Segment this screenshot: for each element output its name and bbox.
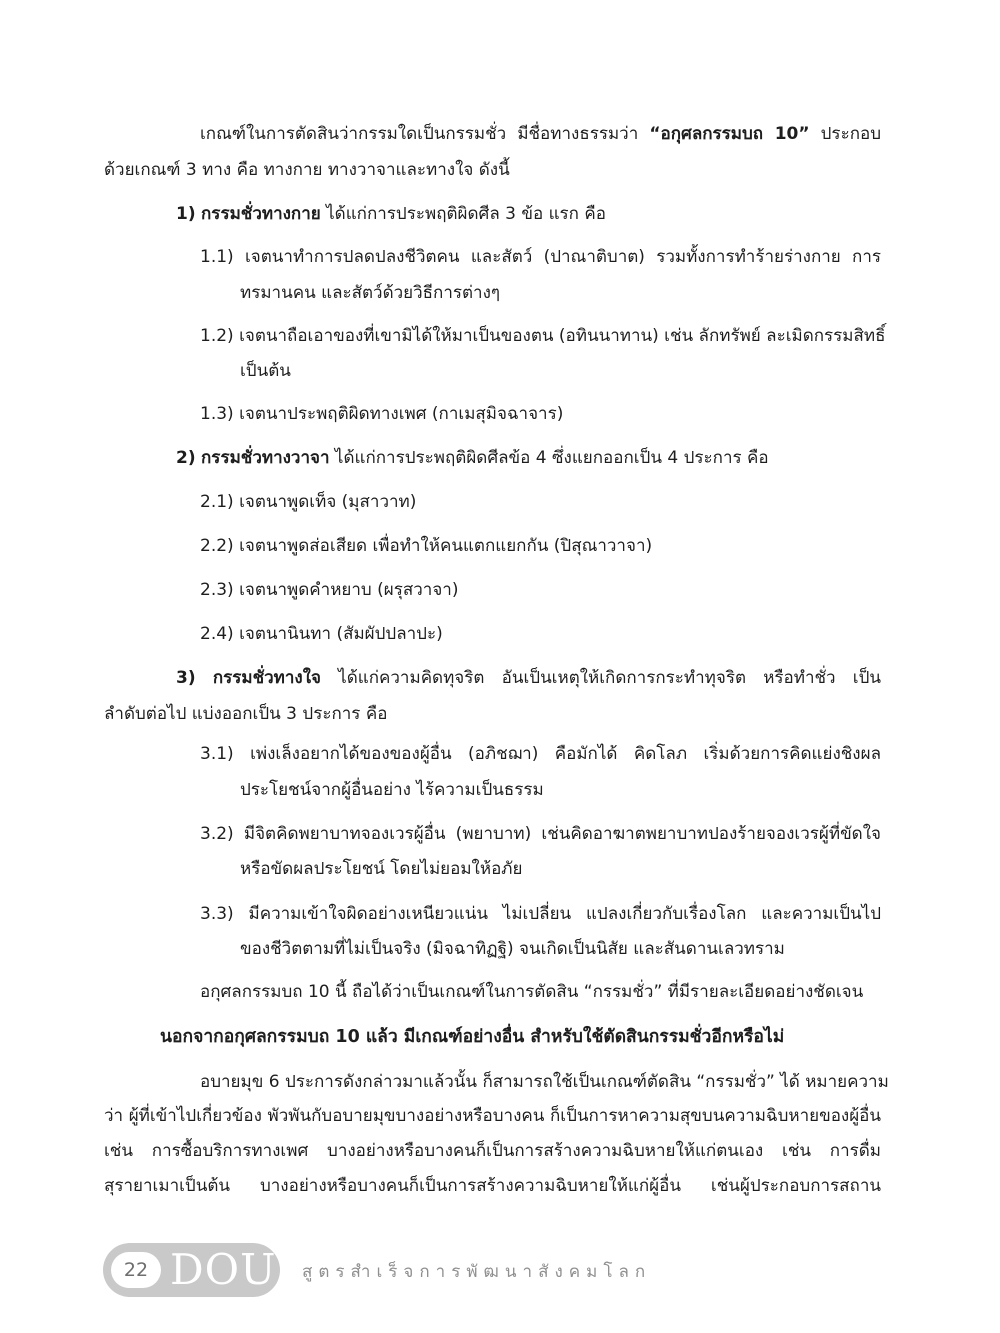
item-1-2-line-2: เป็นต้น xyxy=(240,361,291,381)
item-3-1-line-2: ประโยชน์จากผู้อื่นอย่าง ไร้ความเป็นธรรม xyxy=(240,780,544,800)
item-2-1: 2.1) เจตนาพูดเท็จ (มุสาวาท) xyxy=(200,492,417,512)
item-3-2-line-1: 3.2) มีจิตคิดพยาบาทจองเวรผู้อื่น (พยาบาท) เช่นคิดอาฆาตพยาบาทปองร้ายจองเวรผู้ที่ขัดใจ xyxy=(200,824,881,844)
section-2-number: 2) xyxy=(176,448,196,468)
item-3-3-line-2: ของชีวิตตามที่ไม่เป็นจริง (มิจฉาทิฏฐิ) จนเกิดเป็นนิสัย และสันดานเลวทราม xyxy=(240,939,785,959)
section-3-number: 3) xyxy=(176,668,196,688)
item-2-3: 2.3) เจตนาพูดคำหยาบ (ผรุสวาจา) xyxy=(200,580,459,600)
final-line-1: อบายมุข 6 ประการดังกล่าวมาแล้วนั้น ก็สามารถใช้เป็นเกณฑ์ตัดสิน “กรรมชั่ว” ได้ หมายความ xyxy=(200,1072,889,1092)
section-3-heading xyxy=(176,666,881,690)
item-3-1-line-1: 3.1) เพ่งเล็งอยากได้ของของผู้อื่น (อภิชฌา) คือมักได้ คิดโลภ เริ่มด้วยการคิดแย่งชิงผล xyxy=(200,744,881,764)
section-1-number: 1) xyxy=(176,204,196,224)
item-2-4: 2.4) เจตนานินทา (สัมผัปปลาปะ) xyxy=(200,624,443,644)
intro-line-1 xyxy=(200,122,881,146)
intro-line-2: ด้วยเกณฑ์ 3 ทาง คือ ทางกาย ทางวาจาและทางใจ ดังนี้ xyxy=(104,160,510,180)
intro-term-bold: “อกุศลกรรมบถ 10” xyxy=(649,124,810,144)
section-1-text: ได้แก่การประพฤติผิดศีล 3 ข้อ แรก คือ xyxy=(320,204,606,224)
summary-line: อกุศลกรรมบถ 10 นี้ ถือได้ว่าเป็นเกณฑ์ในการตัดสิน “กรรมชั่ว” ที่มีรายละเอียดอย่างชัดเจน xyxy=(200,982,864,1002)
dou-logo: DOU xyxy=(170,1245,277,1294)
intro-text: เกณฑ์ในการตัดสินว่ากรรมใดเป็นกรรมชั่ว มีชื่อทางธรรมว่า xyxy=(200,124,650,144)
section-3-title: กรรมชั่วทางใจ xyxy=(212,668,321,688)
item-1-1-line-1: 1.1) เจตนาทำการปลดปลงชีวิตคน และสัตว์ (ปาณาติบาต) รวมทั้งการทำร้ายร่างกาย การ xyxy=(200,247,881,267)
item-3-2-line-2: หรือขัดผลประโยชน์ โดยไม่ยอมให้อภัย xyxy=(240,859,523,879)
section-3-line-2: ลำดับต่อไป แบ่งออกเป็น 3 ประการ คือ xyxy=(104,704,388,724)
final-line-3: เช่น การซื้อบริการทางเพศ บางอย่างหรือบางคนก็เป็นการสร้างความฉิบหายให้แก่ตนเอง เช่น การดื่ม xyxy=(104,1141,881,1161)
section-2-text: ได้แก่การประพฤติผิดศีลข้อ 4 ซึ่งแยกออกเป็น 4 ประการ คือ xyxy=(329,448,769,468)
section-2-title: กรรมชั่วทางวาจา xyxy=(201,448,330,468)
section-2-heading xyxy=(176,446,881,470)
intro-text-end: ประกอบ xyxy=(809,124,881,144)
item-1-1-line-2: ทรมานคน และสัตว์ด้วยวิธีการต่างๆ xyxy=(240,283,501,303)
item-3-3-line-1: 3.3) มีความเข้าใจผิดอย่างเหนียวแน่น ไม่เปลี่ยน แปลงเกี่ยวกับเรื่องโลก และความเป็นไป xyxy=(200,904,881,924)
item-1-3: 1.3) เจตนาประพฤติผิดทางเพศ (กาเมสุมิจฉาจาร) xyxy=(200,404,564,424)
item-1-2-line-1: 1.2) เจตนาถือเอาของที่เขามิได้ให้มาเป็นของตน (อทินนาทาน) เช่น ลักทรัพย์ ละเมิดกรรมสิทธิ์ xyxy=(200,326,886,346)
running-title: สูตรสำเร็จการพัฒนาสังคมโลก xyxy=(302,1262,652,1282)
section-3-text: ได้แก่ความคิดทุจริต อันเป็นเหตุให้เกิดการกระทำทุจริต หรือทำชั่ว เป็น xyxy=(320,668,882,688)
final-line-2: ว่า ผู้ที่เข้าไปเกี่ยวข้อง พัวพันกับอบายมุขบางอย่างหรือบางคน ก็เป็นการหาความสุขบนความฉิบหายของผู้อื่น xyxy=(104,1106,881,1126)
section-1-title: กรรมชั่วทางกาย xyxy=(201,204,321,224)
section-1-heading xyxy=(176,202,881,226)
item-2-2: 2.2) เจตนาพูดส่อเสียด เพื่อทำให้คนแตกแยกกัน (ปิสุณาวาจา) xyxy=(200,536,653,556)
final-line-4: สุรายาเมาเป็นต้น บางอย่างหรือบางคนก็เป็นการสร้างความฉิบหายให้แก่ผู้อื่น เช่นผู้ประกอบการสถาน xyxy=(104,1176,881,1196)
page-number: 22 xyxy=(111,1252,161,1288)
question-heading: นอกจากอกุศลกรรมบถ 10 แล้ว มีเกณฑ์อย่างอื่น สำหรับใช้ตัดสินกรรมชั่วอีกหรือไม่ xyxy=(160,1027,785,1047)
